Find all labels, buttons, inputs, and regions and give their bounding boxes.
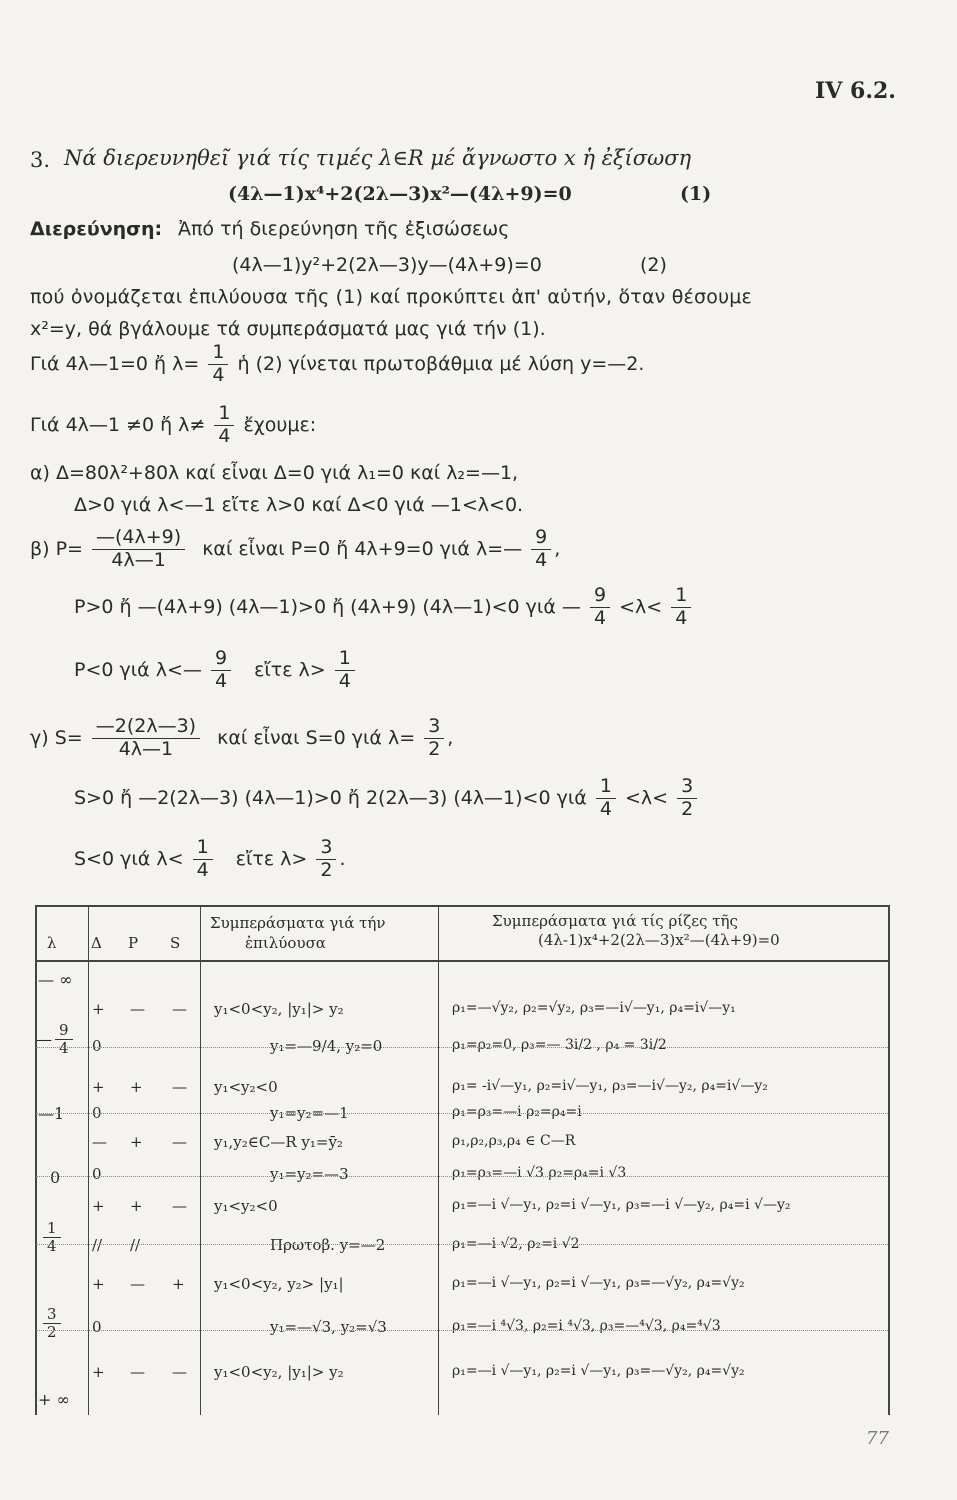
gamma-line: γ) S= $\frac{—2(2\lambda—3)}{4\lambda—1}$ καί εἶναι S=0 γιά λ= $\frac{3}{2}$ , bbox=[30, 715, 454, 760]
header-resolvent-1: Συμπεράσματα γιά τήν bbox=[210, 914, 386, 932]
cell-roots: ρ₁=ρ₃=—i √3 ρ₂=ρ₄=i √3 bbox=[452, 1165, 627, 1181]
cell-s: — bbox=[172, 1078, 187, 1096]
cell-s: — bbox=[172, 1133, 187, 1151]
cell-delta: + bbox=[92, 1197, 105, 1215]
cell-p: — bbox=[130, 1275, 145, 1293]
cell-delta: // bbox=[92, 1236, 103, 1254]
cell-roots: ρ₁=ρ₃=—i ρ₂=ρ₄=i bbox=[452, 1104, 582, 1120]
gamma-negative: S<0 γιά λ< $\frac{1}{4}$ εἴτε λ> $\frac{3}{2}$ . bbox=[74, 836, 346, 881]
header-roots-1: Συμπεράσματα γιά τίς ρίζες τῆς bbox=[492, 912, 738, 930]
discussion-line-2: x²=y, θά βγάλουμε τά συμπεράσματά μας γιά τήν (1). bbox=[30, 318, 546, 340]
page-number: 77 bbox=[866, 1428, 889, 1449]
section-label: IV 6.2. bbox=[815, 78, 896, 104]
cell-delta: 0 bbox=[92, 1165, 102, 1183]
lambda-one-quarter: $\frac{1}{4}$ bbox=[40, 1220, 64, 1256]
cell-resolvent: y₁,y₂∈C—R y₁=ȳ₂ bbox=[214, 1133, 343, 1151]
lambda-zero: 0 bbox=[50, 1168, 61, 1187]
cell-s: — bbox=[172, 1197, 187, 1215]
row-separator bbox=[36, 1113, 888, 1114]
cell-roots: ρ₁=ρ₂=0, ρ₃=— 3i/2 , ρ₄ = 3i/2 bbox=[452, 1037, 667, 1053]
cell-resolvent: Πρωτοβ. y=—2 bbox=[270, 1236, 386, 1254]
cell-delta: — bbox=[92, 1133, 107, 1151]
cell-s: — bbox=[172, 1363, 187, 1381]
case-not-quarter: Γιά 4λ—1 ≠0 ἤ λ≠ $\frac{1}{4}$ ἔχουμε: bbox=[30, 402, 317, 447]
cell-roots: ρ₁=—i √—y₁, ρ₂=i √—y₁, ρ₃=—i √—y₂, ρ₄=i √—y₂ bbox=[452, 1197, 791, 1213]
lambda-plus-infinity: + ∞ bbox=[38, 1390, 70, 1409]
gamma-positive: S>0 ἤ —2(2λ—3) (4λ—1)>0 ἤ 2(2λ—3) (4λ—1)<0 γιά $\frac{1}{4}$ <λ< $\frac{3}{2}$ bbox=[74, 776, 700, 821]
cell-roots: ρ₁= -i√—y₁, ρ₂=i√—y₁, ρ₃=—i√—y₂, ρ₄=i√—y₂ bbox=[452, 1078, 768, 1094]
cell-roots: ρ₁=—i √—y₁, ρ₂=i √—y₁, ρ₃=—√y₂, ρ₄=√y₂ bbox=[452, 1275, 745, 1291]
cell-delta: + bbox=[92, 1275, 105, 1293]
beta-line: β) P= $\frac{—(4\lambda+9)}{4\lambda—1}$ καί εἶναι P=0 ἤ 4λ+9=0 γιά λ=— $\frac{9}{4}$ , bbox=[30, 526, 561, 571]
header-resolvent-2: ἐπιλύουσα bbox=[245, 934, 326, 952]
cell-roots: ρ₁=—i ⁴√3, ρ₂=i ⁴√3, ρ₃=—⁴√3, ρ₄=⁴√3 bbox=[452, 1318, 721, 1334]
cell-p: — bbox=[130, 1363, 145, 1381]
cell-delta: 0 bbox=[92, 1037, 102, 1055]
discussion-intro: Ἀπό τή διερεύνηση τῆς ἐξισώσεως bbox=[178, 218, 510, 240]
alpha-line-2: Δ>0 γιά λ<—1 εἴτε λ>0 καί Δ<0 γιά —1<λ<0. bbox=[74, 494, 524, 516]
cell-p: + bbox=[130, 1197, 143, 1215]
beta-negative: P<0 γιά λ<— $\frac{9}{4}$ εἴτε λ> $\frac{1}{4}$ bbox=[74, 648, 358, 693]
cell-delta: 0 bbox=[92, 1104, 102, 1122]
discussion-label: Διερεύνηση: bbox=[30, 218, 163, 240]
cell-p: — bbox=[130, 1000, 145, 1018]
problem-statement: Νά διερευνηθεῖ γιά τίς τιμές λ∈R μέ ἄγνωστο x ἡ ἐξίσωση bbox=[64, 146, 692, 170]
lambda-minus-nine-quarters: — $\frac{9}{4}$ bbox=[36, 1022, 76, 1058]
cell-resolvent: y₁<y₂<0 bbox=[214, 1197, 278, 1215]
cell-resolvent: y₁=—9/4, y₂=0 bbox=[270, 1037, 383, 1055]
cell-roots: ρ₁=—i √—y₁, ρ₂=i √—y₁, ρ₃=—√y₂, ρ₄=√y₂ bbox=[452, 1363, 745, 1379]
beta-positive: P>0 ἤ —(4λ+9) (4λ—1)>0 ἤ (4λ+9) (4λ—1)<0 γιά — $\frac{9}{4}$ <λ< $\frac{1}{4}$ bbox=[74, 585, 694, 630]
row-separator bbox=[36, 1047, 888, 1048]
cell-resolvent: y₁<0<y₂, |y₁|> y₂ bbox=[214, 1000, 344, 1018]
cell-resolvent: y₁=—√3, y₂=√3 bbox=[270, 1318, 387, 1336]
case-quarter: Γιά 4λ—1=0 ἤ λ= $\frac{1}{4}$ ἡ (2) γίνεται πρωτοβάθμια μέ λύση y=—2. bbox=[30, 341, 645, 386]
problem-number: 3. bbox=[30, 148, 51, 172]
cell-resolvent: y₁<0<y₂, |y₁|> y₂ bbox=[214, 1363, 344, 1381]
row-separator bbox=[36, 1244, 888, 1245]
header-p: P bbox=[128, 934, 139, 952]
lambda-minus-infinity: — ∞ bbox=[38, 970, 73, 989]
header-delta: Δ bbox=[91, 934, 102, 952]
header-s: S bbox=[170, 934, 181, 952]
equation-tag-1: (1) bbox=[680, 183, 712, 205]
cell-resolvent: y₁<0<y₂, y₂> |y₁| bbox=[214, 1275, 344, 1293]
cell-s: + bbox=[172, 1275, 185, 1293]
cell-p: // bbox=[130, 1236, 141, 1254]
header-lambda: λ bbox=[47, 934, 57, 952]
lambda-minus-one: —1 bbox=[38, 1104, 65, 1123]
cell-p: + bbox=[130, 1133, 143, 1151]
cell-delta: + bbox=[92, 1000, 105, 1018]
discussion-line-1: πού ὀνομάζεται ἐπιλύουσα τῆς (1) καί προκύπτει ἀπ' αὐτήν, ὅταν θέσουμε bbox=[30, 286, 753, 308]
equation-tag-2: (2) bbox=[640, 254, 667, 276]
cell-roots: ρ₁=—i √2, ρ₂=i √2 bbox=[452, 1236, 580, 1252]
cell-p: + bbox=[130, 1078, 143, 1096]
row-separator bbox=[36, 1176, 888, 1177]
cell-resolvent: y₁=y₂=—1 bbox=[270, 1104, 349, 1122]
header-roots-2: (4λ-1)x⁴+2(2λ—3)x²—(4λ+9)=0 bbox=[538, 931, 780, 949]
alpha-line-1: α) Δ=80λ²+80λ καί εἶναι Δ=0 γιά λ₁=0 καί λ₂=—1, bbox=[30, 462, 519, 484]
cell-roots: ρ₁=—√y₂, ρ₂=√y₂, ρ₃=—i√—y₁, ρ₄=i√—y₁ bbox=[452, 1000, 736, 1016]
row-separator bbox=[36, 1330, 888, 1331]
cell-roots: ρ₁,ρ₂,ρ₃,ρ₄ ∈ C—R bbox=[452, 1133, 576, 1149]
cell-resolvent: y₁<y₂<0 bbox=[214, 1078, 278, 1096]
resolvent-equation: (4λ—1)y²+2(2λ—3)y—(4λ+9)=0 bbox=[232, 254, 542, 276]
cell-delta: + bbox=[92, 1363, 105, 1381]
cell-resolvent: y₁=y₂=—3 bbox=[270, 1165, 349, 1183]
lambda-three-halves: $\frac{3}{2}$ bbox=[40, 1306, 64, 1342]
cell-delta: + bbox=[92, 1078, 105, 1096]
cell-delta: 0 bbox=[92, 1318, 102, 1336]
cell-s: — bbox=[172, 1000, 187, 1018]
main-equation: (4λ—1)x⁴+2(2λ—3)x²—(4λ+9)=0 bbox=[228, 183, 572, 205]
